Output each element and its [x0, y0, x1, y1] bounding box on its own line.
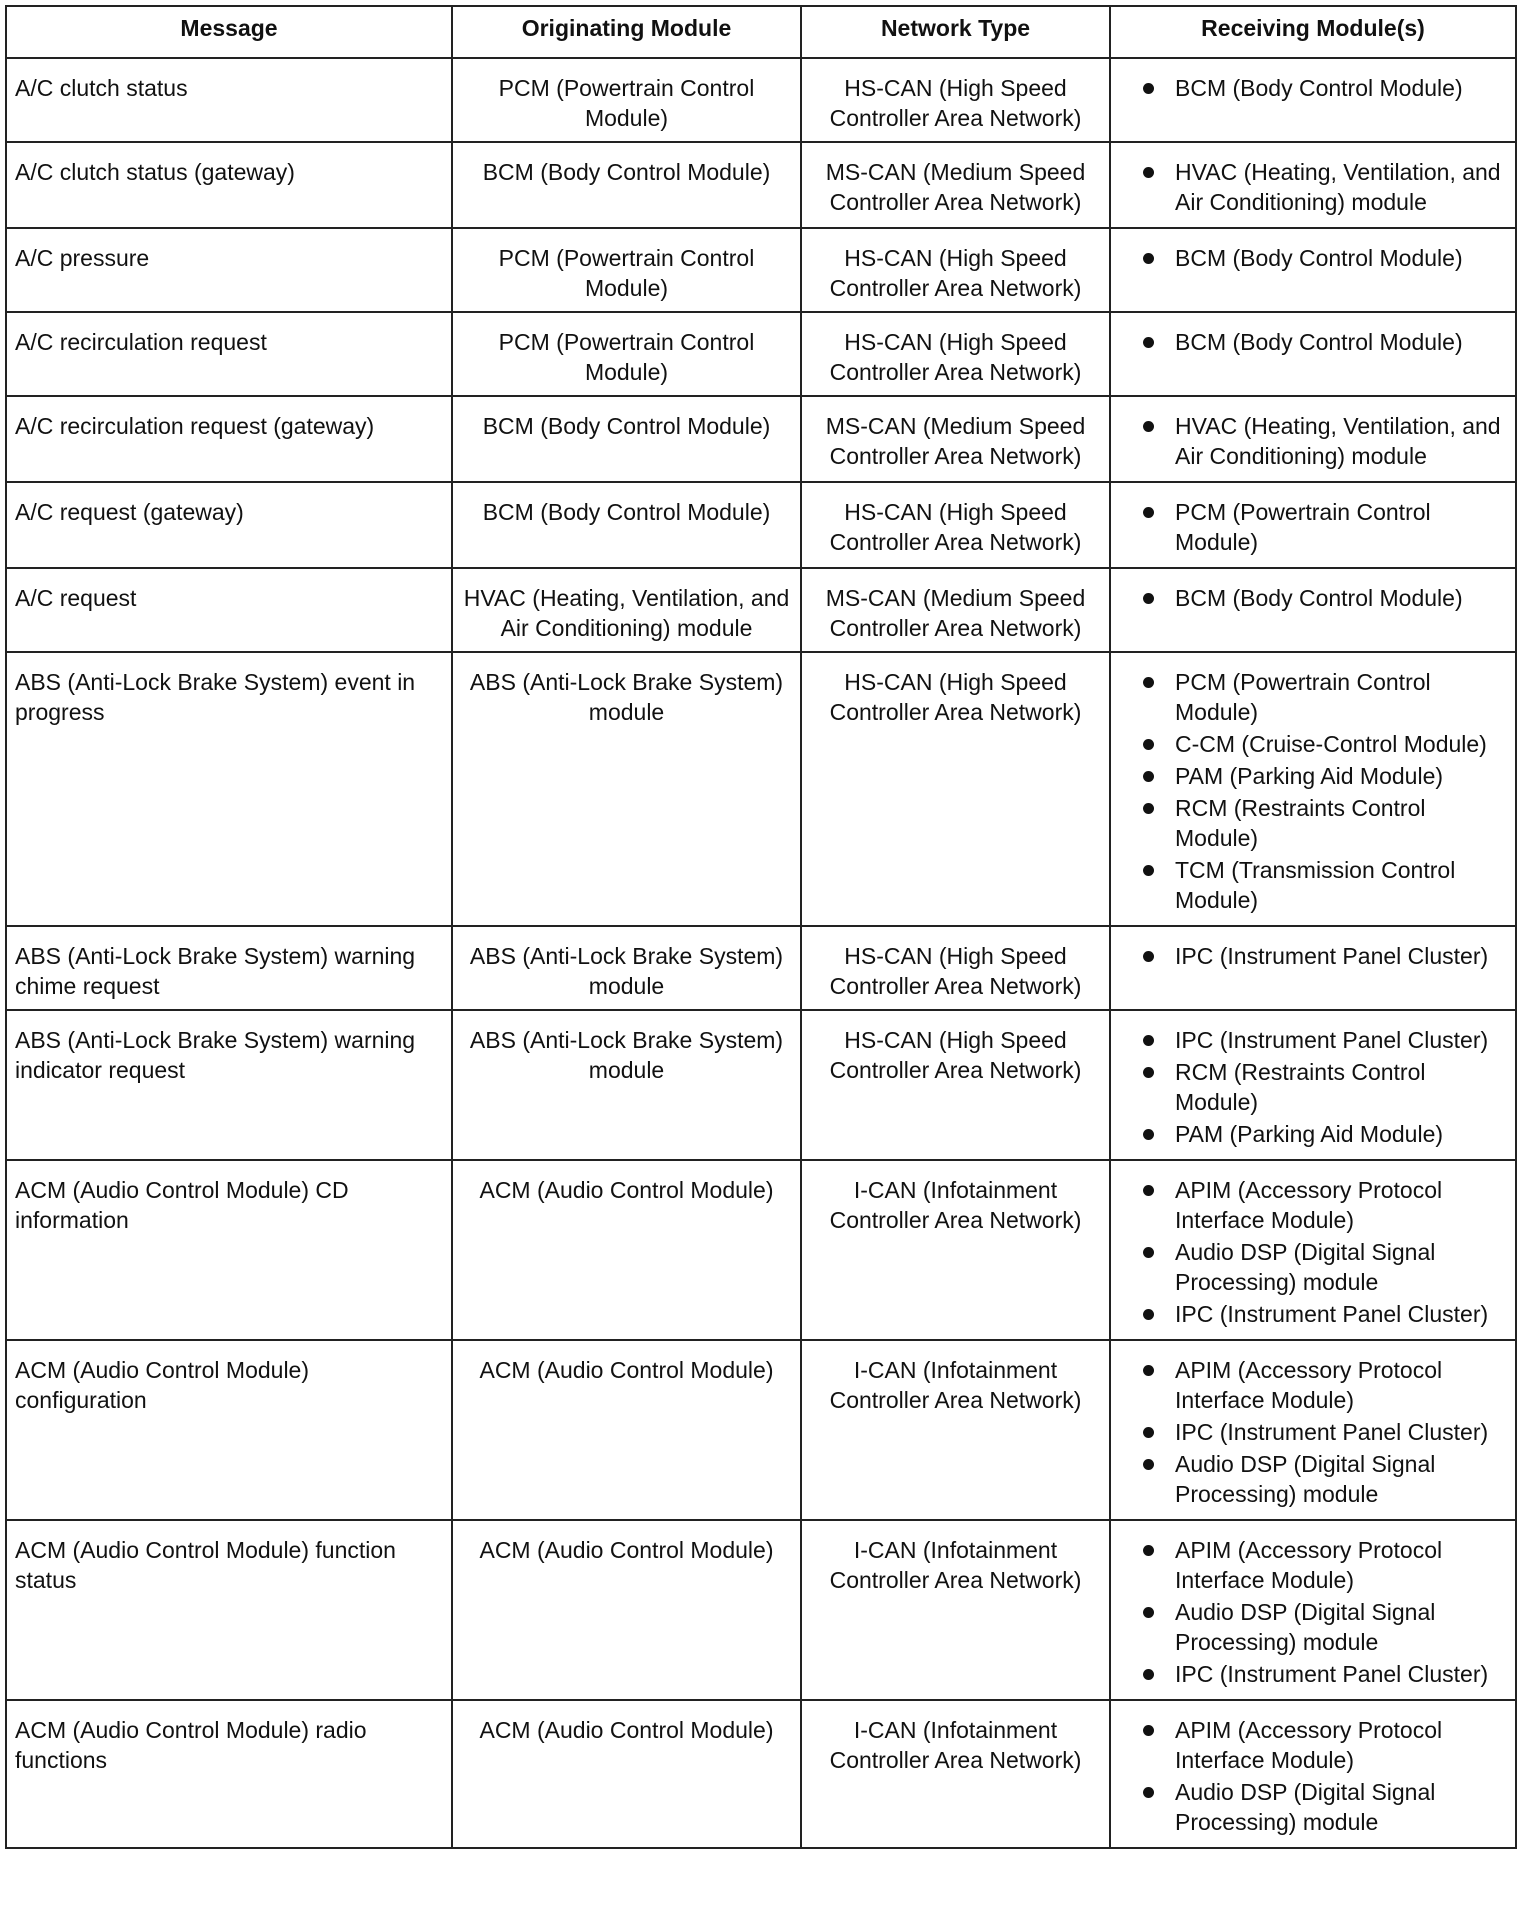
message-cell: ACM (Audio Control Module) configuration	[6, 1340, 452, 1520]
receiving-modules-list	[1119, 1175, 1507, 1329]
message-cell: A/C request	[6, 568, 452, 652]
table-row	[6, 482, 1516, 568]
can-message-table	[5, 5, 1517, 1849]
receiving-modules-cell	[1110, 58, 1516, 142]
network-type-cell: MS-CAN (Medium Speed Controller Area Network)	[801, 568, 1110, 652]
receiving-module-item: C-CM (Cruise-Control Module)	[1119, 729, 1507, 759]
receiving-module-item: APIM (Accessory Protocol Interface Module)	[1119, 1355, 1507, 1415]
table-row	[6, 142, 1516, 228]
receiving-modules-cell	[1110, 396, 1516, 482]
receiving-modules-cell	[1110, 482, 1516, 568]
receiving-modules-list	[1119, 157, 1507, 217]
network-type-cell: HS-CAN (High Speed Controller Area Network)	[801, 652, 1110, 926]
originating-module-cell: PCM (Powertrain Control Module)	[452, 228, 801, 312]
message-cell: ABS (Anti-Lock Brake System) event in progress	[6, 652, 452, 926]
receiving-module-item: IPC (Instrument Panel Cluster)	[1119, 1025, 1507, 1055]
receiving-module-item: TCM (Transmission Control Module)	[1119, 855, 1507, 915]
table-row	[6, 396, 1516, 482]
network-type-cell: HS-CAN (High Speed Controller Area Network)	[801, 312, 1110, 396]
message-cell: A/C clutch status (gateway)	[6, 142, 452, 228]
receiving-module-item: Audio DSP (Digital Signal Processing) module	[1119, 1597, 1507, 1657]
message-cell: A/C pressure	[6, 228, 452, 312]
message-cell: ACM (Audio Control Module) function status	[6, 1520, 452, 1700]
receiving-module-item: PCM (Powertrain Control Module)	[1119, 497, 1507, 557]
receiving-modules-list	[1119, 243, 1507, 273]
receiving-modules-cell	[1110, 1520, 1516, 1700]
table-row	[6, 1160, 1516, 1340]
receiving-module-item: Audio DSP (Digital Signal Processing) module	[1119, 1237, 1507, 1297]
receiving-modules-list	[1119, 411, 1507, 471]
originating-module-cell: ABS (Anti-Lock Brake System) module	[452, 1010, 801, 1160]
receiving-module-item: APIM (Accessory Protocol Interface Module)	[1119, 1175, 1507, 1235]
message-cell: A/C clutch status	[6, 58, 452, 142]
receiving-modules-list	[1119, 497, 1507, 557]
table-row	[6, 1700, 1516, 1848]
receiving-modules-list	[1119, 1535, 1507, 1689]
receiving-modules-cell	[1110, 1700, 1516, 1848]
receiving-modules-cell	[1110, 1340, 1516, 1520]
originating-module-cell: ACM (Audio Control Module)	[452, 1160, 801, 1340]
receiving-modules-cell	[1110, 652, 1516, 926]
receiving-module-item: RCM (Restraints Control Module)	[1119, 793, 1507, 853]
receiving-modules-cell	[1110, 926, 1516, 1010]
originating-module-cell: HVAC (Heating, Ventilation, and Air Conditioning) module	[452, 568, 801, 652]
receiving-module-item: APIM (Accessory Protocol Interface Module)	[1119, 1535, 1507, 1595]
table-row	[6, 1520, 1516, 1700]
network-type-cell: HS-CAN (High Speed Controller Area Network)	[801, 58, 1110, 142]
message-cell: ABS (Anti-Lock Brake System) warning indicator request	[6, 1010, 452, 1160]
receiving-module-item: Audio DSP (Digital Signal Processing) module	[1119, 1449, 1507, 1509]
receiving-modules-cell	[1110, 312, 1516, 396]
receiving-modules-list	[1119, 667, 1507, 915]
originating-module-cell: ABS (Anti-Lock Brake System) module	[452, 926, 801, 1010]
receiving-module-item: APIM (Accessory Protocol Interface Module)	[1119, 1715, 1507, 1775]
receiving-modules-cell	[1110, 228, 1516, 312]
receiving-modules-list	[1119, 73, 1507, 103]
network-type-cell: I-CAN (Infotainment Controller Area Network)	[801, 1160, 1110, 1340]
message-cell: A/C recirculation request	[6, 312, 452, 396]
message-cell: A/C recirculation request (gateway)	[6, 396, 452, 482]
receiving-module-item: IPC (Instrument Panel Cluster)	[1119, 941, 1507, 971]
receiving-module-item: BCM (Body Control Module)	[1119, 583, 1507, 613]
network-type-cell: I-CAN (Infotainment Controller Area Network)	[801, 1700, 1110, 1848]
network-type-cell: MS-CAN (Medium Speed Controller Area Network)	[801, 396, 1110, 482]
table-body	[6, 58, 1516, 1848]
receiving-module-item: IPC (Instrument Panel Cluster)	[1119, 1659, 1507, 1689]
receiving-modules-list	[1119, 941, 1507, 971]
receiving-module-item: PCM (Powertrain Control Module)	[1119, 667, 1507, 727]
table-row	[6, 568, 1516, 652]
network-type-cell: HS-CAN (High Speed Controller Area Network)	[801, 482, 1110, 568]
network-type-cell: MS-CAN (Medium Speed Controller Area Network)	[801, 142, 1110, 228]
message-cell: ACM (Audio Control Module) CD information	[6, 1160, 452, 1340]
receiving-modules-list	[1119, 1715, 1507, 1837]
receiving-module-item: PAM (Parking Aid Module)	[1119, 1119, 1507, 1149]
receiving-modules-list	[1119, 1025, 1507, 1149]
originating-module-cell: ABS (Anti-Lock Brake System) module	[452, 652, 801, 926]
originating-module-cell: PCM (Powertrain Control Module)	[452, 312, 801, 396]
network-type-cell: HS-CAN (High Speed Controller Area Network)	[801, 926, 1110, 1010]
originating-module-cell: ACM (Audio Control Module)	[452, 1520, 801, 1700]
originating-module-cell: BCM (Body Control Module)	[452, 142, 801, 228]
receiving-modules-cell	[1110, 1160, 1516, 1340]
table-row	[6, 926, 1516, 1010]
header-row	[6, 6, 1516, 58]
table-row	[6, 652, 1516, 926]
message-cell: ABS (Anti-Lock Brake System) warning chime request	[6, 926, 452, 1010]
receiving-module-item: IPC (Instrument Panel Cluster)	[1119, 1299, 1507, 1329]
originating-module-cell: BCM (Body Control Module)	[452, 396, 801, 482]
receiving-module-item: BCM (Body Control Module)	[1119, 73, 1507, 103]
table-row	[6, 312, 1516, 396]
originating-module-cell: BCM (Body Control Module)	[452, 482, 801, 568]
receiving-module-item: Audio DSP (Digital Signal Processing) module	[1119, 1777, 1507, 1837]
receiving-modules-list	[1119, 1355, 1507, 1509]
receiving-module-item: BCM (Body Control Module)	[1119, 327, 1507, 357]
receiving-modules-cell	[1110, 142, 1516, 228]
receiving-module-item: IPC (Instrument Panel Cluster)	[1119, 1417, 1507, 1447]
network-type-cell: HS-CAN (High Speed Controller Area Network)	[801, 1010, 1110, 1160]
header-originating-module: Originating Module	[452, 6, 801, 58]
table-row	[6, 58, 1516, 142]
receiving-modules-cell	[1110, 568, 1516, 652]
receiving-module-item: RCM (Restraints Control Module)	[1119, 1057, 1507, 1117]
receiving-module-item: BCM (Body Control Module)	[1119, 243, 1507, 273]
header-receiving-modules: Receiving Module(s)	[1110, 6, 1516, 58]
message-cell: A/C request (gateway)	[6, 482, 452, 568]
originating-module-cell: ACM (Audio Control Module)	[452, 1700, 801, 1848]
header-network-type: Network Type	[801, 6, 1110, 58]
message-cell: ACM (Audio Control Module) radio functions	[6, 1700, 452, 1848]
receiving-module-item: PAM (Parking Aid Module)	[1119, 761, 1507, 791]
table-row	[6, 228, 1516, 312]
receiving-modules-cell	[1110, 1010, 1516, 1160]
receiving-modules-list	[1119, 327, 1507, 357]
receiving-module-item: HVAC (Heating, Ventilation, and Air Conditioning) module	[1119, 411, 1507, 471]
network-type-cell: I-CAN (Infotainment Controller Area Network)	[801, 1520, 1110, 1700]
network-type-cell: I-CAN (Infotainment Controller Area Network)	[801, 1340, 1110, 1520]
originating-module-cell: ACM (Audio Control Module)	[452, 1340, 801, 1520]
receiving-modules-list	[1119, 583, 1507, 613]
header-message: Message	[6, 6, 452, 58]
originating-module-cell: PCM (Powertrain Control Module)	[452, 58, 801, 142]
network-type-cell: HS-CAN (High Speed Controller Area Network)	[801, 228, 1110, 312]
table-row	[6, 1340, 1516, 1520]
table-row	[6, 1010, 1516, 1160]
receiving-module-item: HVAC (Heating, Ventilation, and Air Conditioning) module	[1119, 157, 1507, 217]
